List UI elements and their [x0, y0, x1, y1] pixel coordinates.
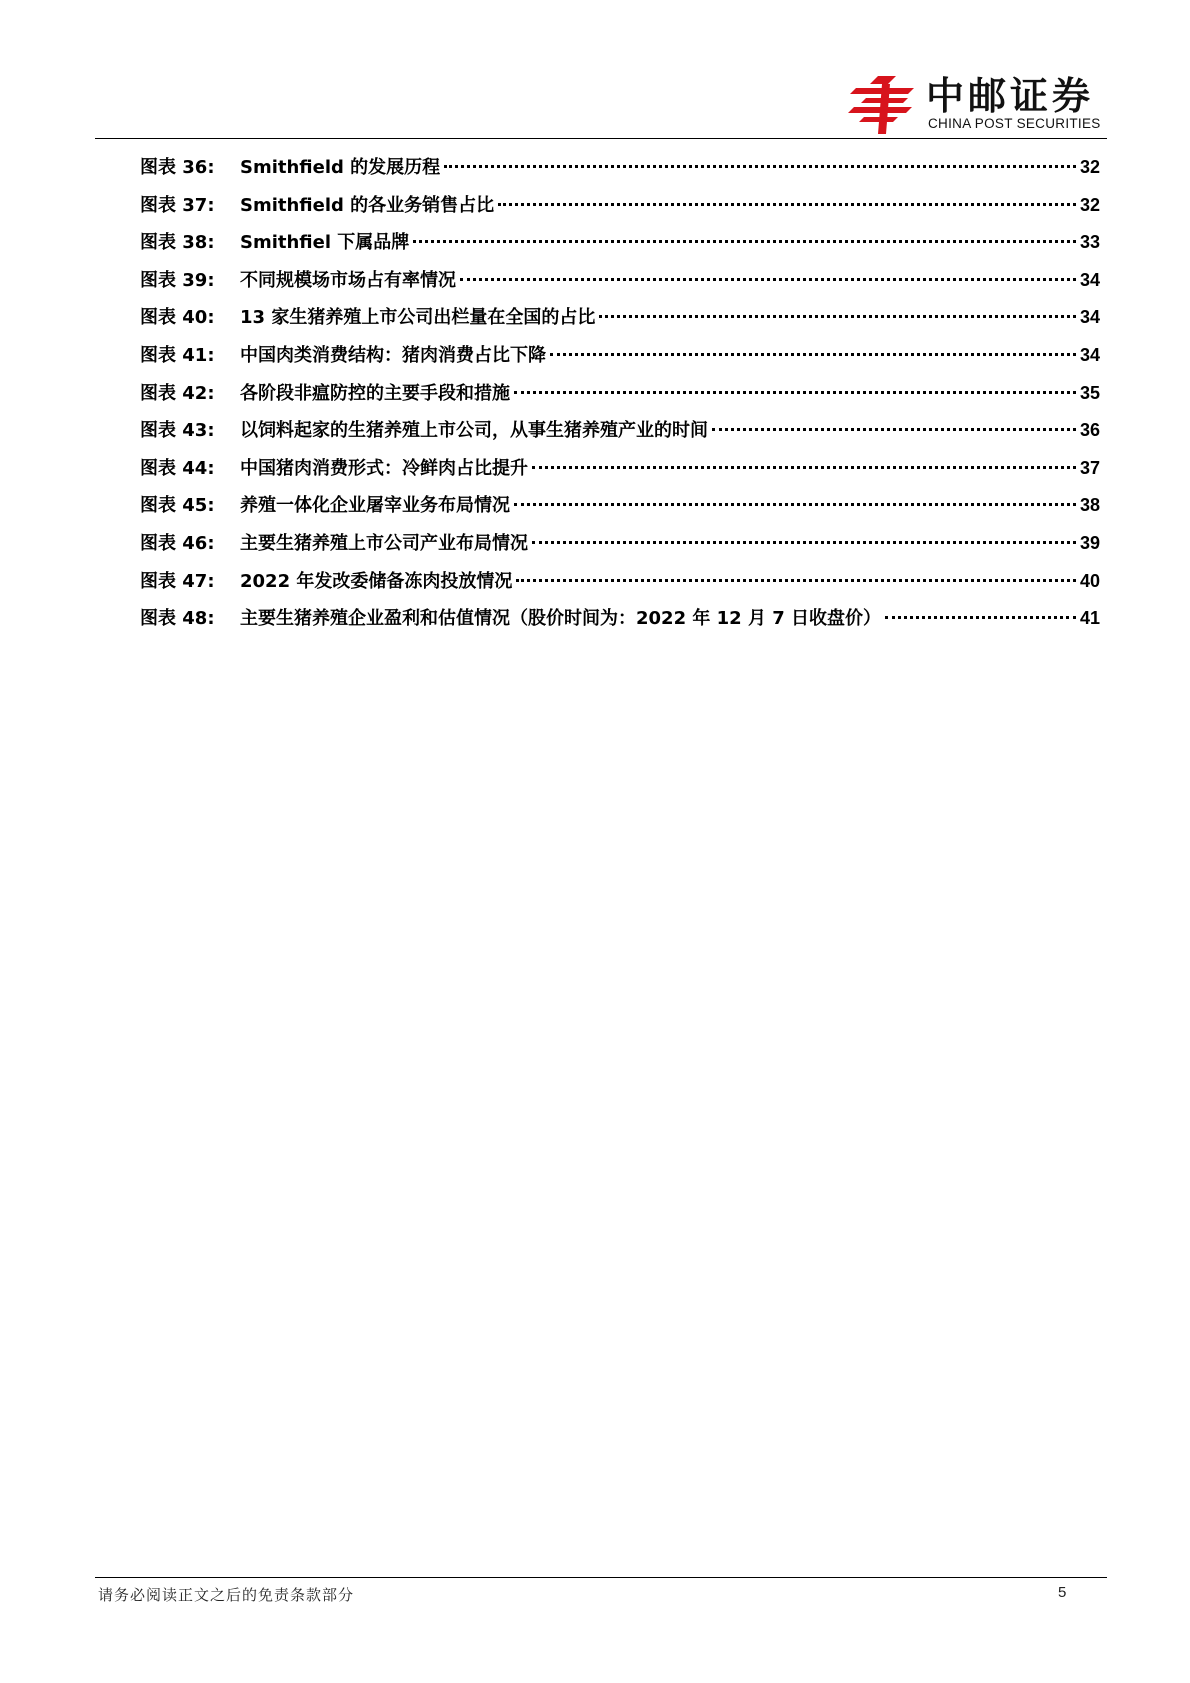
toc-entry[interactable]	[140, 603, 1100, 641]
dot-leader	[514, 391, 1076, 394]
toc-entry-title: Smithfiel 下属品牌	[240, 232, 410, 254]
toc-entry-page: 40	[1079, 570, 1100, 591]
toc-entry-page: 34	[1079, 269, 1100, 290]
toc-entry-title: Smithfield 的发展历程	[240, 157, 441, 178]
toc-entry[interactable]	[140, 227, 1100, 265]
toc-entry-page: 37	[1079, 457, 1100, 478]
toc-entry-label: 图表 44:	[140, 457, 215, 479]
toc-entry-title: 主要生猪养殖上市公司产业布局情况	[240, 532, 528, 554]
page-header	[0, 0, 1190, 140]
toc-entry-title: 13 家生猪养殖上市公司出栏量在全国的占比	[240, 307, 596, 329]
toc-entry-label: 图表 47:	[140, 570, 215, 592]
company-logo	[848, 74, 1118, 136]
china-post-logo-icon	[848, 74, 920, 136]
figure-list	[140, 152, 1100, 641]
toc-entry-page: 39	[1079, 532, 1100, 553]
dot-leader	[532, 466, 1076, 469]
toc-entry-label: 图表 48:	[140, 608, 215, 630]
dot-leader	[532, 541, 1076, 544]
toc-entry-label: 图表 43:	[140, 420, 215, 442]
dot-leader	[885, 616, 1076, 619]
toc-entry-page: 34	[1079, 307, 1100, 328]
toc-entry-page: 32	[1079, 157, 1100, 177]
dot-leader	[712, 428, 1076, 431]
toc-entry[interactable]	[140, 302, 1100, 340]
dot-leader	[413, 240, 1076, 243]
toc-entry[interactable]	[140, 378, 1100, 416]
toc-entry[interactable]	[140, 340, 1100, 378]
dot-leader	[460, 278, 1076, 281]
toc-entry-title: 2022 年发改委储备冻肉投放情况	[240, 570, 513, 592]
toc-entry-title: 中国肉类消费结构：猪肉消费占比下降	[240, 344, 546, 366]
logo-english-name: CHINA POST SECURITIES	[928, 116, 1101, 131]
toc-entry-page: 33	[1079, 232, 1100, 253]
dot-leader	[444, 165, 1076, 168]
dot-leader	[516, 579, 1076, 582]
toc-entry-label: 图表 41:	[140, 344, 215, 366]
toc-entry-title: 主要生猪养殖企业盈利和估值情况（股价时间为：2022 年 12 月 7 日收盘价）	[240, 608, 882, 630]
toc-entry-title: Smithfield 的各业务销售占比	[240, 194, 495, 216]
toc-entry[interactable]	[140, 528, 1100, 566]
toc-entry-label: 图表 46:	[140, 532, 215, 554]
toc-entry-label: 图表 45:	[140, 495, 215, 517]
toc-entry-title: 不同规模场市场占有率情况	[240, 269, 456, 291]
toc-entry[interactable]	[140, 152, 1100, 190]
dot-leader	[550, 353, 1076, 356]
footer-disclaimer: 请务必阅读正文之后的免责条款部分	[98, 1586, 355, 1604]
toc-entry-page: 34	[1079, 344, 1100, 365]
toc-entry[interactable]	[140, 190, 1100, 228]
dot-leader	[599, 315, 1076, 318]
toc-entry-label: 图表 40:	[140, 307, 215, 329]
dot-leader	[498, 203, 1076, 206]
toc-entry-page: 36	[1079, 420, 1100, 441]
toc-entry-title: 中国猪肉消费形式：冷鲜肉占比提升	[240, 457, 528, 479]
dot-leader	[514, 503, 1076, 506]
page-number: 5	[1058, 1584, 1067, 1601]
toc-entry-title: 各阶段非瘟防控的主要手段和措施	[240, 382, 510, 404]
toc-entry-page: 35	[1079, 382, 1100, 403]
header-divider	[95, 138, 1107, 139]
toc-entry[interactable]	[140, 265, 1100, 303]
footer-divider	[95, 1577, 1107, 1578]
toc-entry[interactable]	[140, 415, 1100, 453]
toc-entry-title: 养殖一体化企业屠宰业务布局情况	[240, 495, 510, 517]
toc-entry-label: 图表 38:	[140, 232, 215, 254]
toc-entry[interactable]	[140, 453, 1100, 491]
toc-entry-label: 图表 36:	[140, 157, 215, 178]
toc-entry-label: 图表 42:	[140, 382, 215, 404]
logo-chinese-name: 中邮证券	[926, 74, 1095, 118]
toc-entry[interactable]	[140, 490, 1100, 528]
toc-entry-title: 以饲料起家的生猪养殖上市公司，从事生猪养殖产业的时间	[240, 420, 708, 442]
toc-entry-page: 41	[1079, 608, 1100, 629]
toc-entry[interactable]	[140, 566, 1100, 604]
toc-entry-page: 32	[1079, 194, 1100, 215]
toc-entry-page: 38	[1079, 495, 1100, 516]
toc-entry-label: 图表 39:	[140, 269, 215, 291]
toc-entry-label: 图表 37:	[140, 194, 215, 216]
